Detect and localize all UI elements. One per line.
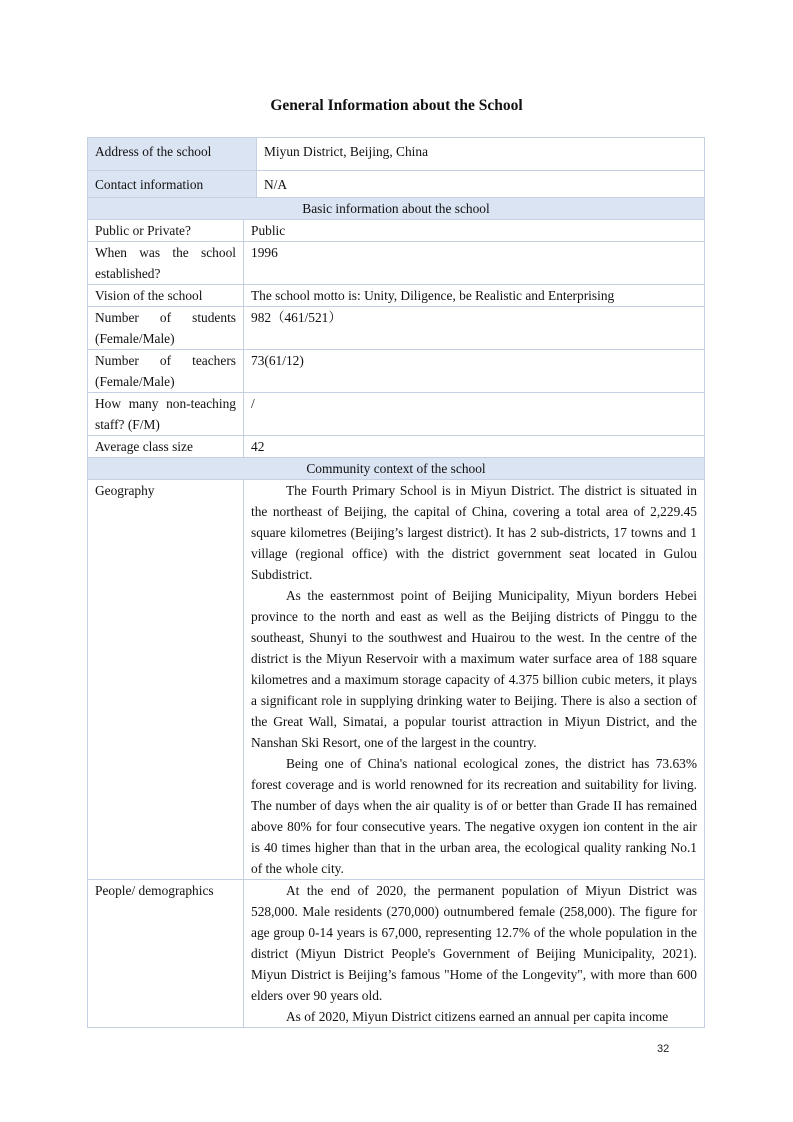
demographics-paragraph: At the end of 2020, the permanent population of Miyun District was 528,000. Male residents (270,000) outnumbered female (258,000). The figure for age group 0-14 years is 67,000, representing 12.7% of the whole population in the district (Miyun District People's Government of Beijing Municipality, 2021). Miyun District is Beijing’s famous "Home of the Longevity", with more than 600 elders over 90 years old. bbox=[251, 883, 697, 1003]
page-title: General Information about the School bbox=[270, 97, 523, 114]
demographics-label: People/ demographics bbox=[88, 880, 244, 1028]
established-value: 1996 bbox=[244, 242, 705, 285]
vision-value: The school motto is: Unity, Diligence, be Realistic and Enterprising bbox=[244, 285, 705, 307]
section-header-row bbox=[88, 458, 705, 480]
students-label: Number of students (Female/Male) bbox=[88, 307, 244, 350]
geography-paragraph: The Fourth Primary School is in Miyun District. The district is situated in the northeast of Beijing, the capital of China, covering a total area of 2,229.45 square kilometres (Beijing’s largest district). It has 2 sub-districts, 17 towns and 1 village (regional office) with the district government seat located in Gulou Subdistrict. bbox=[251, 483, 697, 582]
geography-paragraph: As the easternmost point of Beijing Municipality, Miyun borders Hebei province to the north and east as well as the Beijing districts of Pinggu to the southeast, Shunyi to the southwest and Huairou to the west. In the centre of the district is the Miyun Reservoir with a maximum water surface area of 188 square kilometres and a maximum storage capacity of 4.375 billion cubic meters, it plays a significant role in supplying drinking water to Beijing. There is also a section of the Great Wall, Simatai, a popular tourist attraction in Miyun District, and the Nanshan Ski Resort, one of the largest in the country. bbox=[251, 588, 697, 750]
school-info-table bbox=[87, 197, 705, 1028]
contact-value: N/A bbox=[257, 171, 705, 204]
table-row bbox=[88, 138, 705, 171]
basic-info-heading: Basic information about the school bbox=[88, 198, 705, 220]
public-private-label: Public or Private? bbox=[88, 220, 244, 242]
table-row bbox=[88, 480, 705, 880]
teachers-value: 73(61/12) bbox=[244, 350, 705, 393]
address-value: Miyun District, Beijing, China bbox=[257, 138, 705, 171]
page-number: 32 bbox=[657, 1043, 670, 1055]
class-size-value: 42 bbox=[244, 436, 705, 458]
table-row bbox=[88, 350, 705, 393]
non-teaching-staff-label: How many non-teaching staff? (F/M) bbox=[88, 393, 244, 436]
vision-label: Vision of the school bbox=[88, 285, 244, 307]
geography-text bbox=[244, 480, 705, 880]
students-value: 982（461/521） bbox=[244, 307, 705, 350]
class-size-label: Average class size bbox=[88, 436, 244, 458]
community-context-heading: Community context of the school bbox=[88, 458, 705, 480]
table-row bbox=[88, 307, 705, 350]
table-row bbox=[88, 285, 705, 307]
table-row bbox=[88, 436, 705, 458]
section-header-row bbox=[88, 198, 705, 220]
demographics-text bbox=[244, 880, 705, 1028]
geography-paragraph: Being one of China's national ecological zones, the district has 73.63% forest coverage and is world renowned for its recreation and suitability for living. The number of days when the air quality is of or better than Grade II has remained above 80% for four consecutive years. The negative oxygen ion content in the air is 40 times higher than that in the urban area, the ecological quality ranking No.1 of the whole city. bbox=[251, 756, 697, 876]
contact-label: Contact information bbox=[88, 171, 257, 204]
non-teaching-staff-value: / bbox=[244, 393, 705, 436]
demographics-paragraph: As of 2020, Miyun District citizens earned an annual per capita income bbox=[286, 1009, 669, 1024]
teachers-label: Number of teachers (Female/Male) bbox=[88, 350, 244, 393]
address-label: Address of the school bbox=[88, 138, 257, 171]
school-contact-table bbox=[87, 137, 705, 204]
table-row bbox=[88, 880, 705, 1028]
established-label: When was the school established? bbox=[88, 242, 244, 285]
geography-label: Geography bbox=[88, 480, 244, 880]
table-row bbox=[88, 393, 705, 436]
table-row bbox=[88, 242, 705, 285]
public-private-value: Public bbox=[244, 220, 705, 242]
table-row bbox=[88, 220, 705, 242]
